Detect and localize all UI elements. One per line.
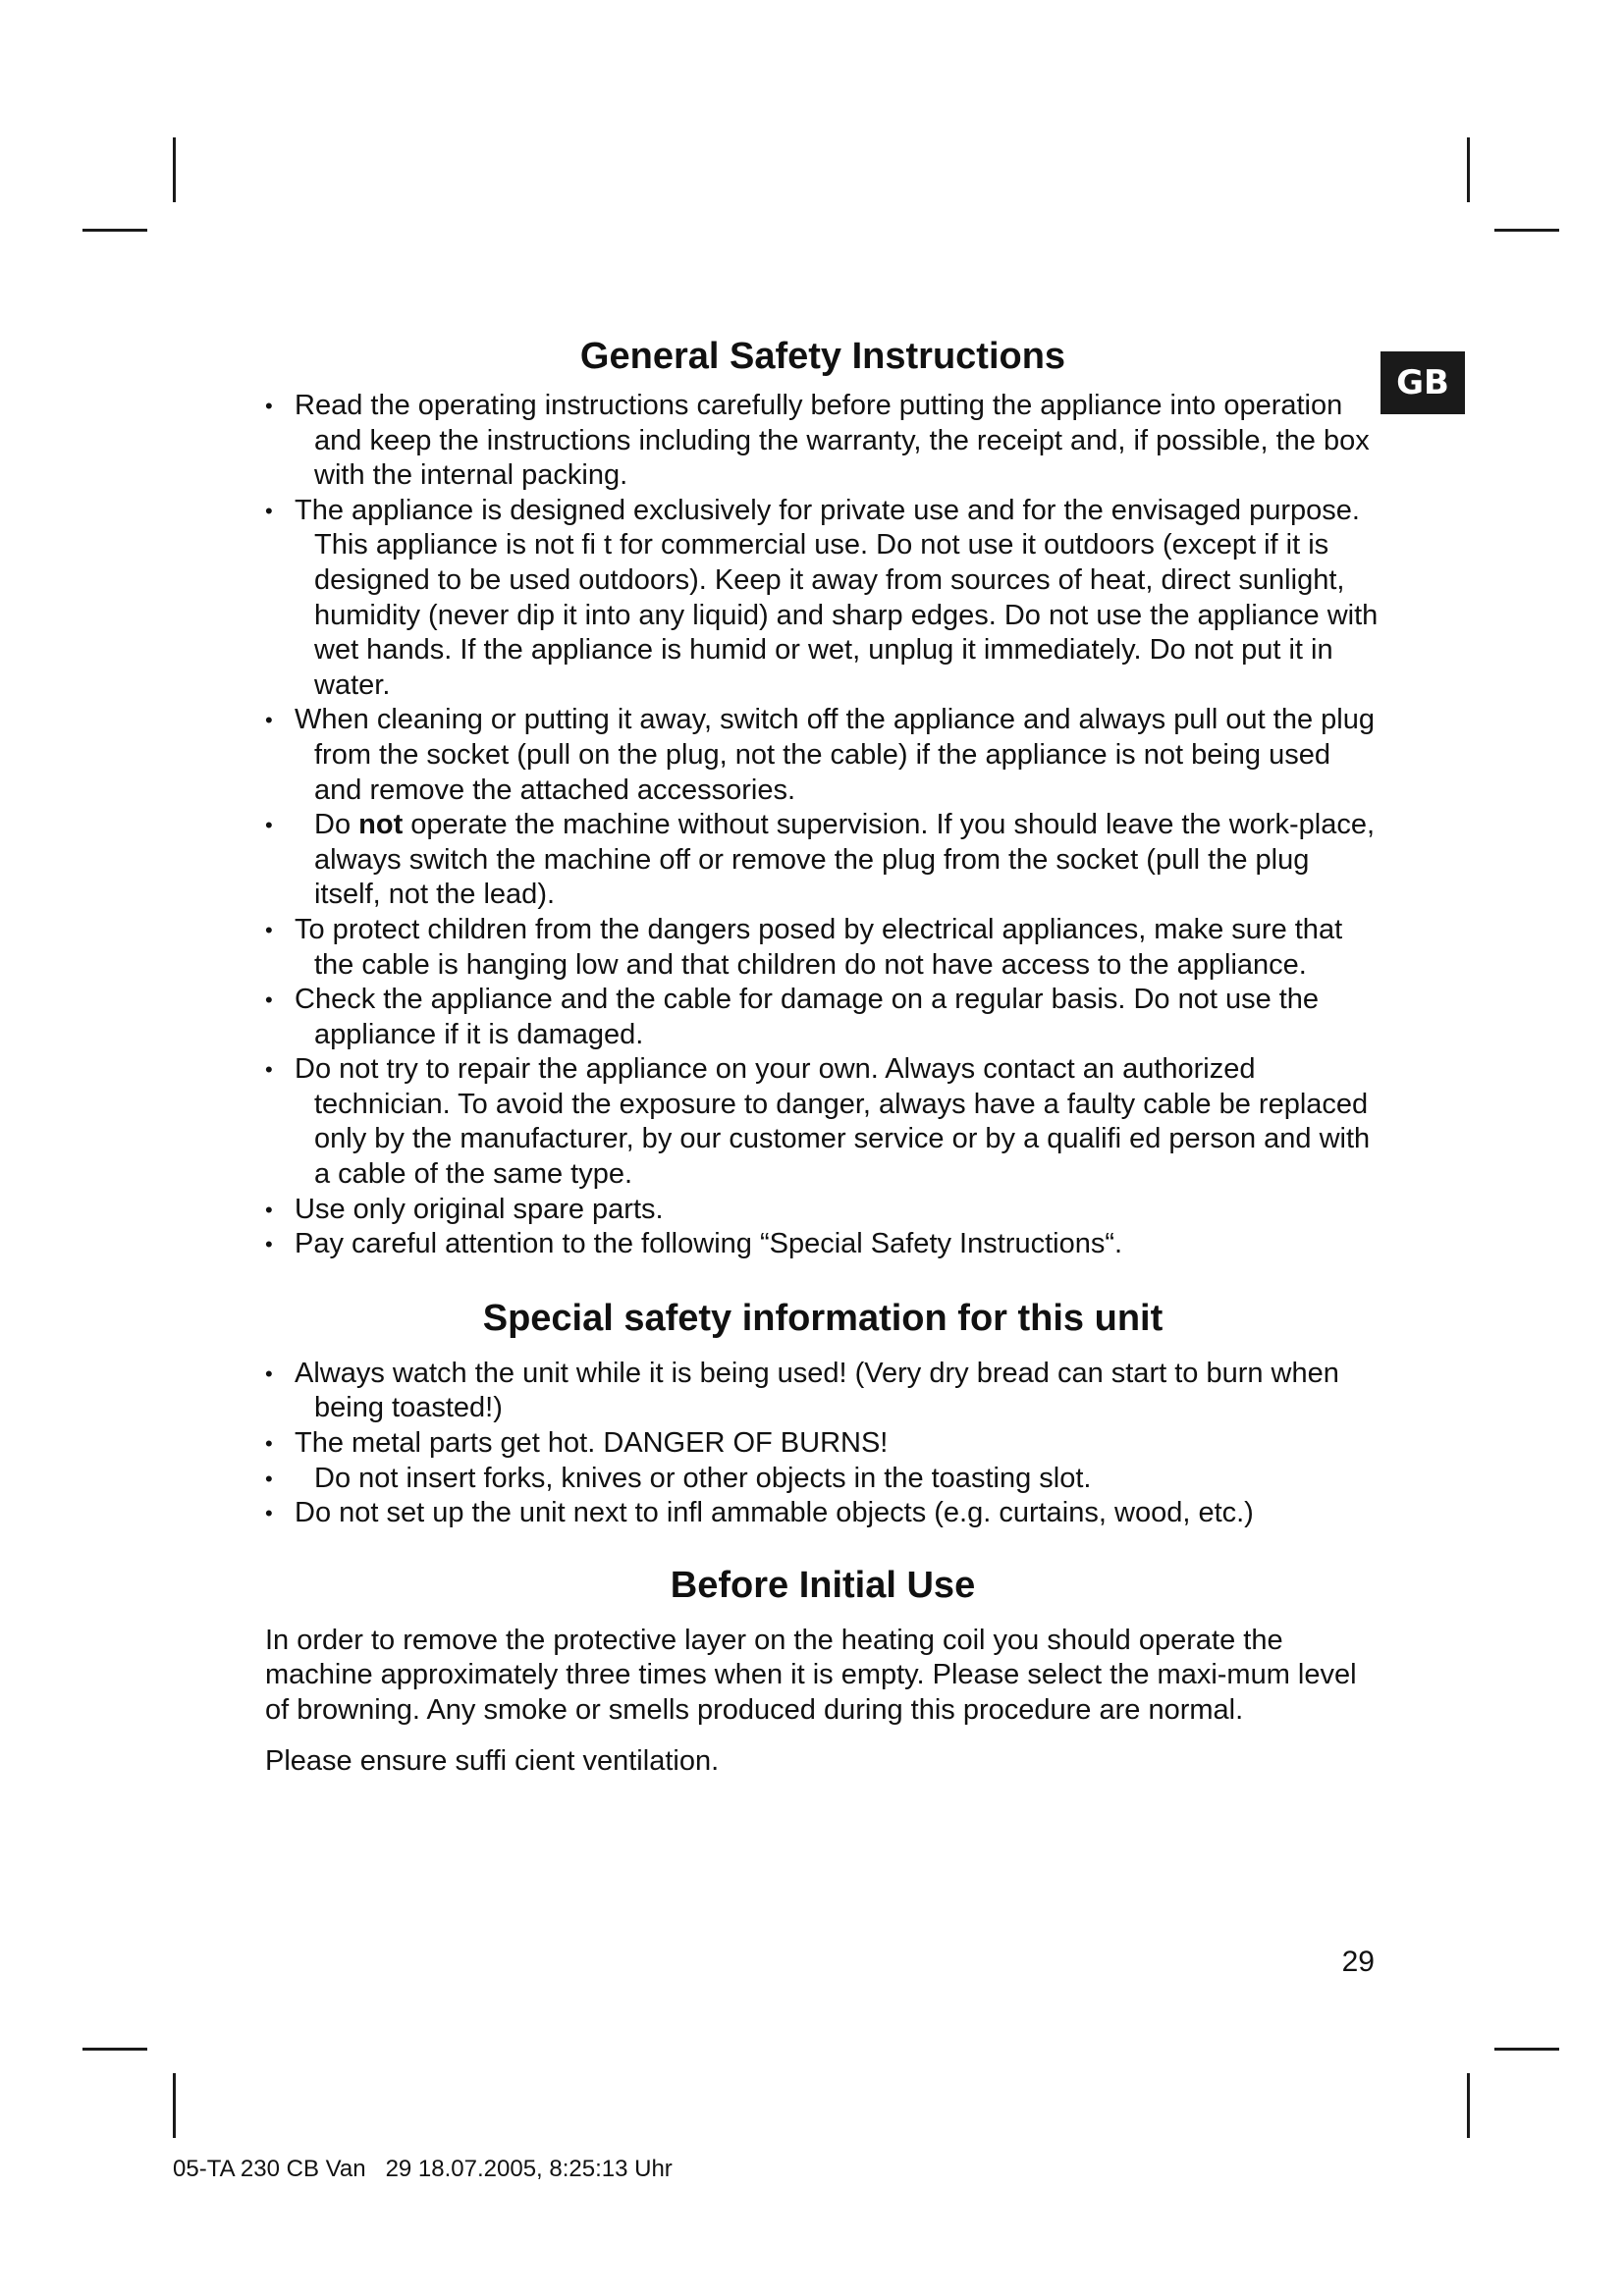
list-item: • Use only original spare parts. bbox=[265, 1193, 1380, 1228]
list-item: • Do not try to repair the appliance on your own. Always contact an authorized technician. To avoid the exposure to danger, always have a faulty cable be replaced only by the manufacturer, by our customer service or by a qualifi ed person and with a cable of the same type. bbox=[265, 1052, 1380, 1192]
list-item: • Check the appliance and the cable for damage on a regular basis. Do not use the appliance if it is damaged. bbox=[265, 983, 1380, 1052]
crop-mark-top-left-horizontal bbox=[82, 229, 147, 232]
language-badge: GB bbox=[1380, 351, 1465, 414]
list-item: • Always watch the unit while it is being used! (Very dry bread can start to burn when being toasted!) bbox=[265, 1357, 1380, 1426]
special-safety-list bbox=[265, 1357, 1380, 1531]
crop-mark-bottom-right-vertical bbox=[1467, 2073, 1470, 2138]
print-footer: 05-TA 230 CB Van 29 18.07.2005, 8:25:13 Uhr bbox=[173, 2156, 673, 2182]
list-item: • The metal parts get hot. DANGER OF BURNS! bbox=[265, 1426, 1380, 1462]
ventilation-note: Please ensure suffi cient ventilation. bbox=[265, 1744, 720, 1777]
list-item: • To protect children from the dangers posed by electrical appliances, make sure that the cable is hanging low and that children do not have access to the appliance. bbox=[265, 913, 1380, 983]
list-item-text-post: operate the machine without supervision. If you should leave the work-place, always switch the machine off or remove the plug from the socket (pull the plug itself, not the lead). bbox=[314, 809, 1376, 911]
before-initial-use-paragraph: In order to remove the protective layer on the heating coil you should operate the machine approximately three times when it is empty. Please select the maxi-mum level of browning. Any smoke or smells produced during this procedure are normal. bbox=[265, 1624, 1357, 1726]
list-item: • Read the operating instructions carefully before putting the appliance into operation and keep the instructions including the warranty, the receipt and, if possible, the box with the internal packing. bbox=[265, 389, 1380, 494]
crop-mark-bottom-left-horizontal bbox=[82, 2048, 147, 2051]
list-item-text-pre: Do bbox=[314, 809, 359, 841]
list-item: • Do not set up the unit next to infl ammable objects (e.g. curtains, wood, etc.) bbox=[265, 1496, 1380, 1531]
list-item bbox=[265, 808, 1380, 913]
crop-mark-top-right-horizontal bbox=[1494, 229, 1559, 232]
crop-mark-bottom-left-vertical bbox=[173, 2073, 176, 2138]
crop-mark-top-right-vertical bbox=[1467, 137, 1470, 202]
general-safety-list bbox=[265, 389, 1380, 1262]
list-item: • When cleaning or putting it away, switch off the appliance and always pull out the plug from the socket (pull on the plug, not the cable) if the appliance is not being used and remove the attached accessories. bbox=[265, 703, 1380, 808]
crop-mark-top-left-vertical bbox=[173, 137, 176, 202]
crop-mark-bottom-right-horizontal bbox=[1494, 2048, 1559, 2051]
list-item: • The appliance is designed exclusively for private use and for the envisaged purpose. This appliance is not fi t for commercial use. Do not use it outdoors (except if it is designed to be used outdoors). Keep it away from sources of heat, direct sunlight, humidity (never dip it into any liquid) and sharp edges. Do not use the appliance with wet hands. If the appliance is humid or wet, unplug it immediately. Do not put it in water. bbox=[265, 494, 1380, 704]
list-item: • Do not insert forks, knives or other objects in the toasting slot. bbox=[265, 1462, 1380, 1497]
general-safety-title: General Safety Instructions bbox=[579, 336, 1066, 377]
page-number: 29 bbox=[1341, 1946, 1375, 1978]
list-item-text-bold: not bbox=[358, 809, 404, 841]
before-initial-use-title: Before Initial Use bbox=[670, 1564, 976, 1606]
list-item: • Pay careful attention to the following “Special Safety Instructions“. bbox=[265, 1227, 1380, 1262]
special-safety-title: Special safety information for this unit bbox=[482, 1297, 1164, 1339]
page-content bbox=[265, 334, 1380, 1779]
